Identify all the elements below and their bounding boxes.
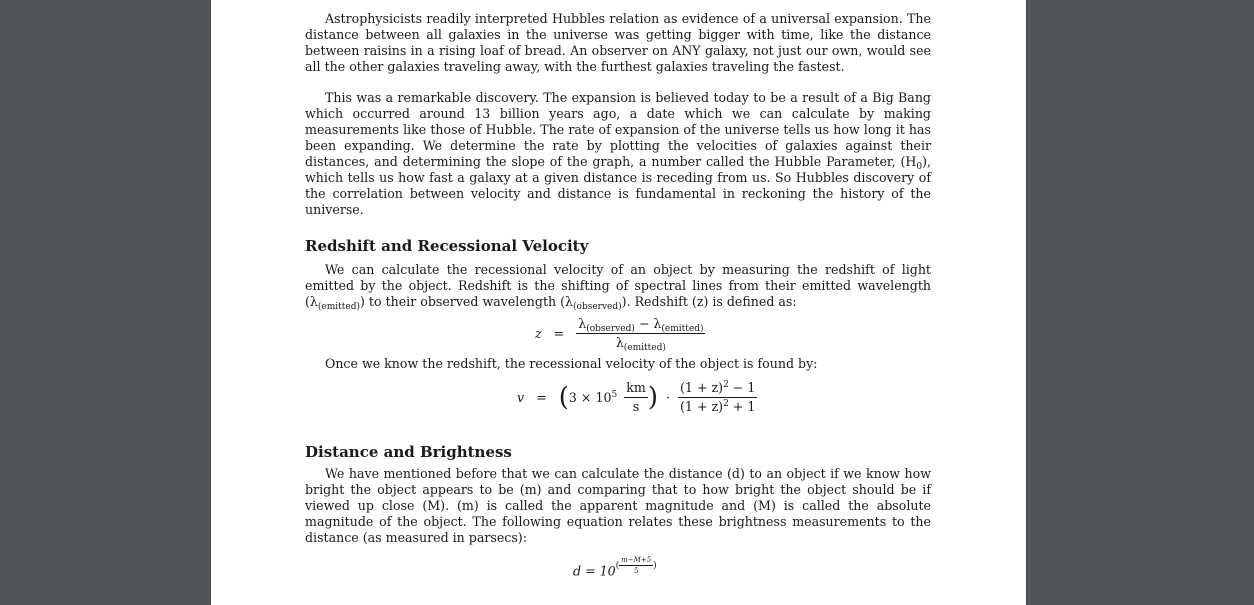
- equation-redshift: z = $\frac{\lambda_{(observed)} - \lambda_{(emitted)}}{\lambda_{(emitted)}}$: [535, 316, 704, 353]
- paragraph-velocity-intro: Once we know the redshift, the recessional velocity of the object is found by:: [325, 356, 818, 371]
- equation-velocity: $v = (3 \times 10^5$ $\frac{km}{s}$ ) · $\frac{(1 + z)^2 - 1}{(1 + z)^2 + 1}$: [517, 380, 756, 414]
- paragraph-redshift: We can calculate the recessional velocity of an object by measuring the redshift of light emitted by the object. Redshift is the shifting of spectral lines from their emitted wavelength $(\lambda_{(emitted)})$ to their observed wavelength $(\lambda_{(observed)})$. Redshift (z) is defined as:: [305, 262, 931, 312]
- section-heading-distance: Distance and Brightness: [305, 443, 512, 461]
- paragraph-big-bang: This was a remarkable discovery. The expansion is believed today to be a result of a Big Bang which occurred around 13 billion years ago, a date which we can calculate by making measurements like those of Hubble. The rate of expansion of the universe tells us how long it has been expanding. We determine the rate by plotting the velocities of galaxies against their distances, and determining the slope of the graph, a number called the Hubble Parameter, $(H_0)$, which tells us how fast a galaxy at a given distance is receding from us. So Hubbles discovery of the correlation between velocity and distance is fundamental in reckoning the history of the universe.: [305, 90, 931, 217]
- page-content: [305, 11, 931, 586]
- equation-distance: d = 10( $\frac{m-M+5}{5}$ ): [573, 556, 657, 579]
- paragraph-expansion: Astrophysicists readily interpreted Hubbles relation as evidence of a universal expansion. The distance between all galaxies in the universe was getting bigger with time, like the distance between raisins in a rising loaf of bread. An observer on ANY galaxy, not just our own, would see all the other galaxies traveling away, with the furthest galaxies traveling the fastest.: [305, 11, 931, 74]
- paragraph-distance: We have mentioned before that we can calculate the distance (d) to an object if we know how bright the object appears to be (m) and comparing that to how bright the object should be if viewed up close (M). (m) is called the apparent magnitude and (M) is called the absolute magnitude of the object. The following equation relates these brightness measurements to the distance (as measured in parsecs):: [305, 466, 931, 545]
- document-page: [211, 0, 1026, 605]
- section-heading-redshift: Redshift and Recessional Velocity: [305, 237, 589, 255]
